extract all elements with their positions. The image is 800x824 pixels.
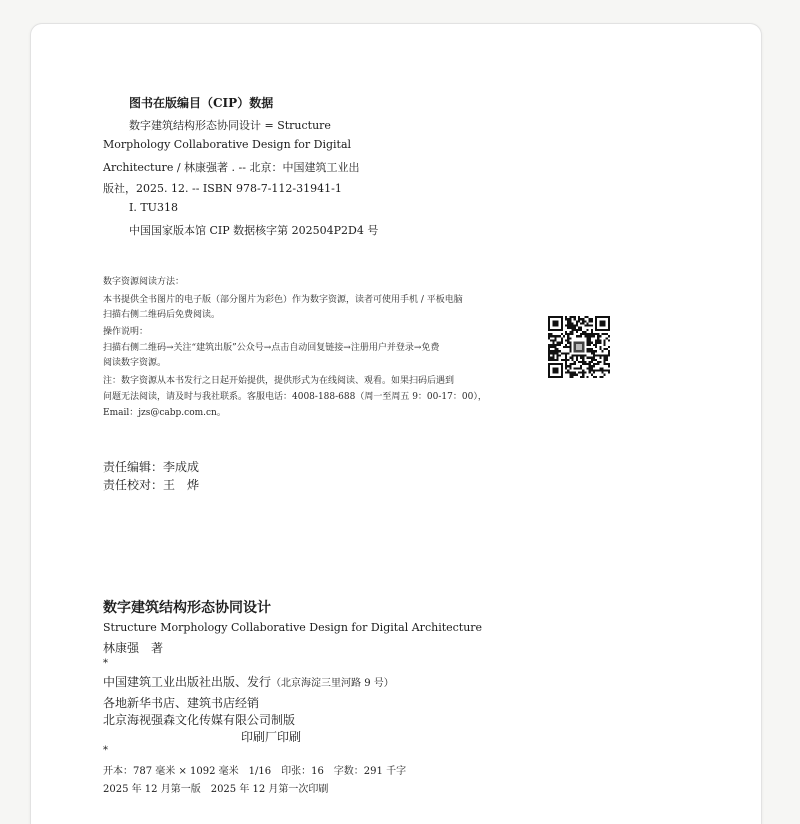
digital-resource-email: Email：jzs@cabp.com.cn。 [103,408,226,418]
responsible-proofreader: 责任校对：王 烨 [103,478,200,492]
digital-resource-line: 阅读数字资源。 [103,358,167,368]
digital-resource-line: 扫描右侧二维码→关注“建筑出版”公众号→点击自动回复链接→注册用户并登录→免费 [103,343,440,353]
separator-star: * [103,745,108,756]
copyright-page [30,23,762,824]
separator-star: * [103,658,108,669]
cip-line: 数字建筑结构形态协同设计 = Structure [129,119,331,132]
qr-code-icon[interactable] [548,316,610,378]
responsible-editor: 责任编辑：李成成 [103,460,200,474]
cip-line: 版社，2025. 12. -- ISBN 978-7-112-31941-1 [103,182,342,195]
digital-resource-heading: 数字资源阅读方法： [103,277,185,287]
book-author: 林康强 著 [103,641,164,655]
publisher-line [103,673,394,690]
printer: 印刷厂印刷 [241,730,302,744]
publisher-address: （北京海淀三里河路 9 号） [271,678,394,689]
publisher: 中国建筑工业出版社出版、发行 [103,675,272,689]
cip-line: Ⅰ. TU318 [129,201,178,214]
distribution: 各地新华书店、建筑书店经销 [103,696,260,710]
digital-resource-line: 问题无法阅读，请及时与我社联系。客服电话：4008-188-688（周一至周五 9：00-17：00）， [103,392,487,402]
book-title: 数字建筑结构形态协同设计 [103,600,271,616]
cip-title: 图书在版编目（CIP）数据 [129,96,274,110]
digital-resource-line: 操作说明： [103,327,149,337]
book-specification: 开本：787 毫米 × 1092 毫米 1/16 印张：16 字数：291 千字 [103,766,407,777]
digital-resource-line: 本书提供全书图片的电子版（部分图片为彩色）作为数字资源，读者可使用手机 / 平板电脑 [103,295,463,305]
book-title-english: Structure Morphology Collaborative Design for Digital Architecture [103,621,483,634]
digital-resource-line: 扫描右侧二维码后免费阅读。 [103,310,221,320]
plate-maker: 北京海视强森文化传媒有限公司制版 [103,713,296,727]
cip-line: 中国国家版本馆 CIP 数据核字第 202504P2D4 号 [129,224,379,237]
cip-line: Morphology Collaborative Design for Digital [103,138,352,151]
digital-resource-line: 注：数字资源从本书发行之日起开始提供，提供形式为在线阅读、观看。如果扫码后遇到 [103,376,455,386]
cip-line: Architecture / 林康强著 . -- 北京：中国建筑工业出 [103,161,360,174]
edition-info: 2025 年 12 月第一版 2025 年 12 月第一次印刷 [103,784,329,795]
